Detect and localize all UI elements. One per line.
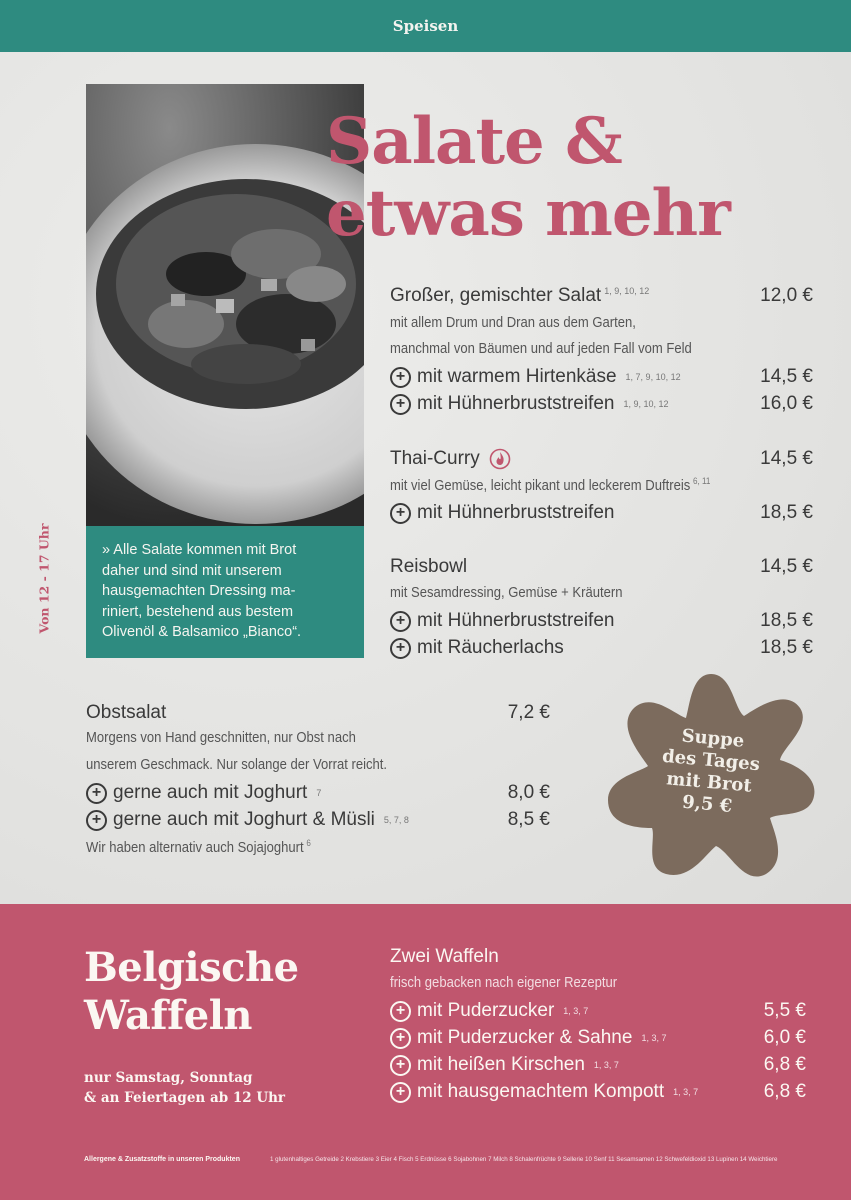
extra-price: 8,5 € (507, 809, 550, 830)
item-title-waffeln: Zwei Waffeln (390, 946, 499, 967)
extra-price: 8,0 € (507, 782, 550, 803)
extra-option: + mit Hühnerbruststreifen (390, 502, 614, 524)
salad-info-note (86, 526, 364, 658)
waffle-availability: nur Samstag, Sonntag & an Feiertagen ab 12 Uhr (84, 1070, 286, 1106)
extra-option: + mit warmem Hirtenkäse 1, 7, 9, 10, 12 (390, 366, 681, 388)
extra-price: 18,5 € (760, 610, 813, 631)
price-grosser-salat: 12,0 € (760, 285, 813, 306)
note-line: » Alle Salate kommen mit Brot (102, 542, 297, 558)
extra-price: 6,0 € (763, 1027, 806, 1048)
plus-circle-icon: + (390, 1082, 411, 1103)
extra-price: 18,5 € (760, 637, 813, 658)
salad-photo (86, 84, 364, 526)
plus-circle-icon: + (86, 810, 107, 831)
note-line: daher und sind mit unserem (102, 562, 282, 579)
headline-line-2: etwas mehr (326, 176, 730, 251)
plus-circle-icon: + (390, 1001, 411, 1022)
plus-circle-icon: + (390, 611, 411, 632)
page-headline (326, 106, 826, 250)
item-footnote: Wir haben alternativ auch Sojajoghurt $^6$ (86, 838, 311, 856)
allergen-codes: 1, 9, 10, 12 (604, 285, 650, 296)
plus-circle-icon: + (86, 783, 107, 804)
extra-option: + mit Hühnerbruststreifen 1, 9, 10, 12 (390, 393, 669, 415)
extra-option: + mit Hühnerbruststreifen (390, 610, 614, 632)
plus-circle-icon: + (390, 503, 411, 524)
price-reisbowl: 14,5 € (760, 556, 813, 577)
item-description: mit viel Gemüse, leicht pikant und leckerem Duftreis $^{6, 11}$ (390, 476, 711, 494)
extra-option: + mit Puderzucker 1, 3, 7 (390, 1000, 588, 1022)
allergen-legend: 1 glutenhaltiges Getreide 2 Krebstiere 3 Eier 4 Fisch 5 Erdnüsse 6 Sojabohnen 7 Milch 8 Schalenfrüchte 9 Sellerie 10 Senf 11 Sesamsamen 12 Schwefeldioxid 13 Lupinen 14 Weichtiere (270, 1156, 778, 1163)
plus-circle-icon: + (390, 367, 411, 388)
extra-option: + mit Räucherlachs (390, 637, 564, 659)
item-title-thai-curry: Thai-Curry (390, 448, 511, 470)
section-title: Speisen (392, 17, 459, 35)
note-line: Olivenöl & Balsamico „Bianco“. (102, 624, 302, 640)
item-title-obstsalat: Obstsalat (86, 702, 167, 723)
note-line: riniert, bestehend aus bestem (102, 603, 294, 620)
extra-price: 6,8 € (763, 1081, 806, 1102)
extra-option: + mit Puderzucker & Sahne 1, 3, 7 (390, 1027, 666, 1049)
headline-line-1: Salate & (326, 104, 622, 179)
item-title-grosser-salat: Großer, gemischter Salat $^{1, 9, 10, 12}$ (390, 285, 650, 306)
price-obstsalat: 7,2 € (507, 702, 550, 723)
item-description: mit Sesamdressing, Gemüse + Kräutern (390, 585, 623, 601)
plus-circle-icon: + (390, 638, 411, 659)
note-line: hausgemachten Dressing ma- (102, 583, 296, 599)
item-description: mit allem Drum und Dran aus dem Garten, (390, 315, 636, 331)
plus-circle-icon: + (390, 1055, 411, 1076)
opening-hours-label: Von 12 - 17 Uhr (36, 523, 52, 633)
waffle-heading: Belgische Waffeln (84, 944, 299, 1039)
extra-price: 16,0 € (760, 393, 813, 414)
plus-circle-icon: + (390, 394, 411, 415)
item-description: unserem Geschmack. Nur solange der Vorrat reicht. (86, 757, 388, 773)
price-thai-curry: 14,5 € (760, 448, 813, 469)
extra-price: 5,5 € (763, 1000, 806, 1021)
item-description: manchmal von Bäumen und auf jeden Fall vom Feld (390, 341, 692, 357)
extra-option: + gerne auch mit Joghurt & Müsli 5, 7, 8 (86, 809, 409, 831)
allergen-footer-title: Allergene & Zusatzstoffe in unseren Produkten (84, 1156, 240, 1163)
item-description: frisch gebacken nach eigener Rezeptur (390, 975, 618, 991)
extra-option: + gerne auch mit Joghurt 7 (86, 782, 321, 804)
item-description: Morgens von Hand geschnitten, nur Obst nach (86, 730, 356, 746)
soup-badge-text: Suppe des Tages mit Brot 9,5 € (661, 725, 761, 818)
extra-price: 14,5 € (760, 366, 813, 387)
plus-circle-icon: + (390, 1028, 411, 1049)
extra-option: + mit hausgemachtem Kompott 1, 3, 7 (390, 1081, 698, 1103)
extra-option: + mit heißen Kirschen 1, 3, 7 (390, 1054, 619, 1076)
chili-flame-icon (489, 448, 511, 470)
extra-price: 18,5 € (760, 502, 813, 523)
top-bar (0, 0, 851, 52)
item-title-reisbowl: Reisbowl (390, 556, 468, 577)
extra-price: 6,8 € (763, 1054, 806, 1075)
